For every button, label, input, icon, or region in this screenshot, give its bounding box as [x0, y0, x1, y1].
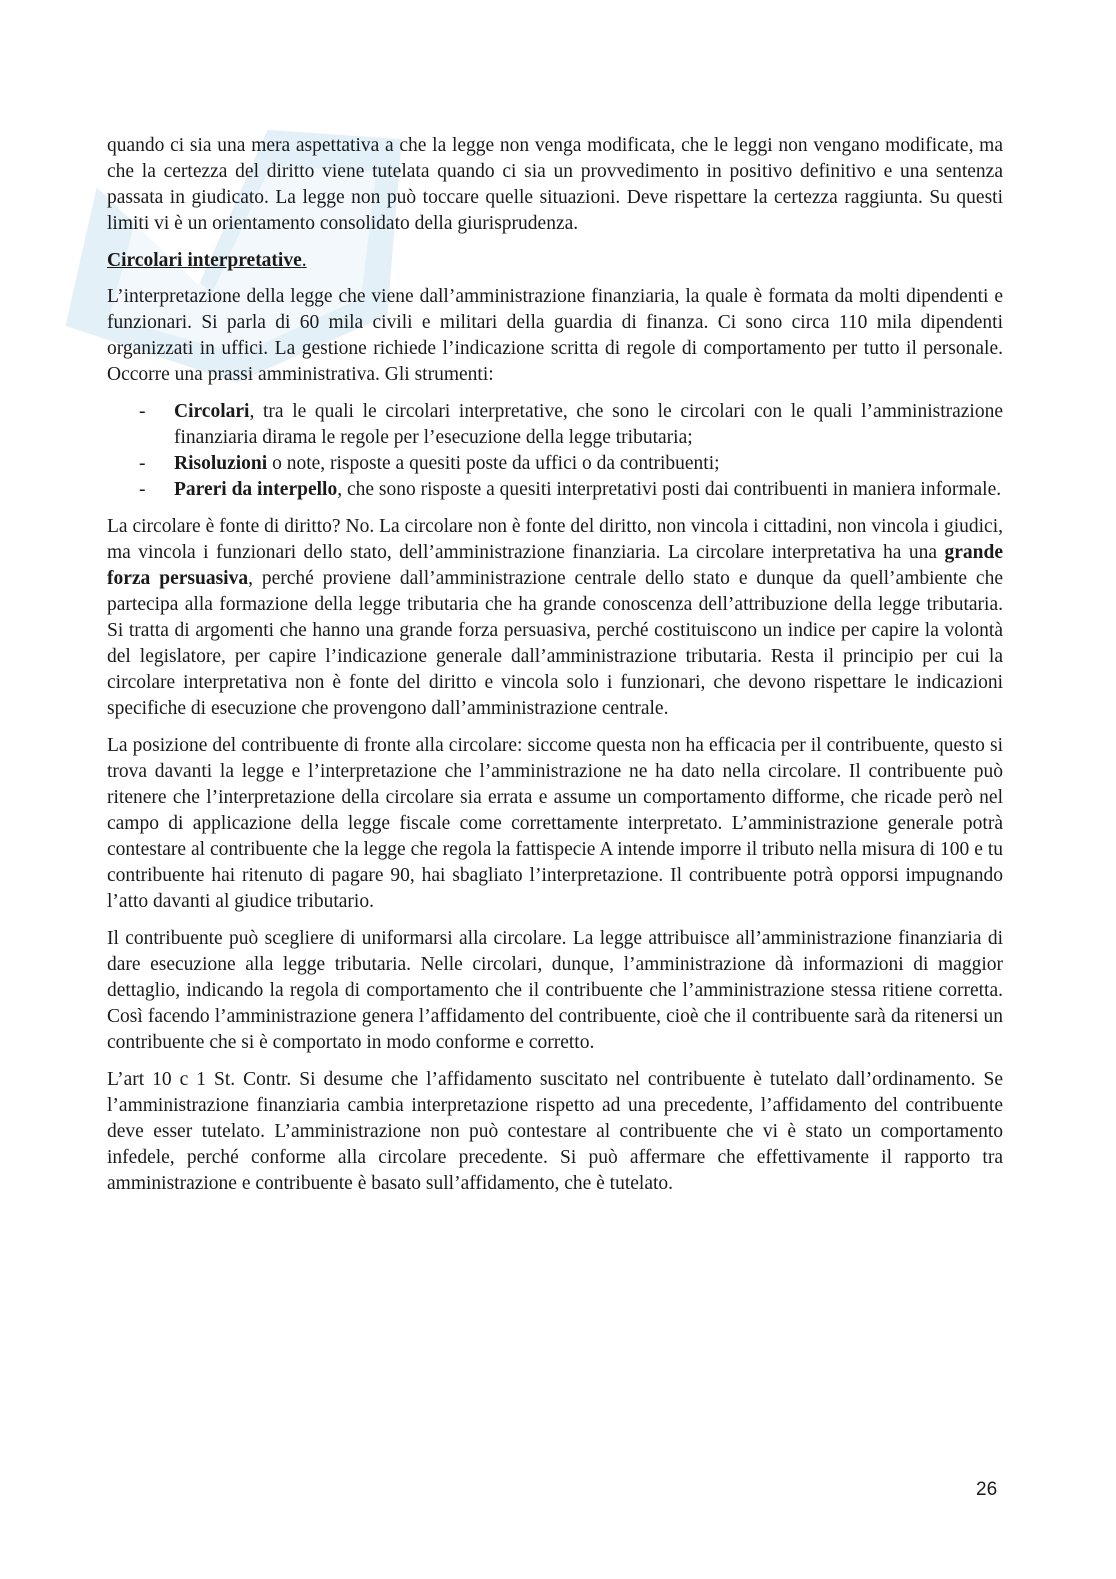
paragraph-interpretazione: L’interpretazione della legge che viene dall’amministrazione finanziaria, la quale è formata da molti dipendenti e funzionari. Si parla di 60 mila civili e militari della guardia di finanza. Ci sono circa 110 mila dipendenti organizzati in uffici. La gestione richiede l’indicazione scritta di regole di comportamento per tutto il personale. Occorre una prassi amministrativa. Gli strumenti:: [107, 286, 1003, 385]
section-heading-punct: .: [301, 250, 307, 271]
document-body: [107, 133, 1003, 1208]
page-number: 26: [976, 1479, 998, 1500]
list-text: , che sono risposte a quesiti interpretativi posti dai contribuenti in maniera informale.: [337, 479, 1002, 500]
list-item-risoluzioni: [107, 451, 1003, 477]
list-term: Circolari: [174, 401, 250, 422]
paragraph-aspettativa: quando ci sia una mera aspettativa a che la legge non venga modificata, che le leggi non vengano modificate, ma che la certezza del diritto viene tutelata quando ci sia un provvedimento in positivo definitivo e una sentenza passata in giudicato. La legge non può toccare quelle situazioni. Deve rispettare la certezza raggiunta. Su questi limiti vi è un orientamento consolidato della giurisprudenza.: [107, 135, 1003, 234]
paragraph-fonte-diritto: [107, 514, 1003, 722]
list-dash: -: [139, 479, 146, 500]
strumenti-list: [107, 399, 1003, 503]
paragraph-affidamento: L’art 10 c 1 St. Contr. Si desume che l’affidamento suscitato nel contribuente è tutelato dall’ordinamento. Se l’amministrazione finanziaria cambia interpretazione rispetto ad una precedente, l’affidamento del contribuente deve esser tutelato. L’amministrazione non può contestare al contribuente che vi è stato un comportamento infedele, perché conforme alla circolare precedente. Si può affermare che effettivamente il rapporto tra amministrazione e contribuente è basato sull’affidamento, che è tutelato.: [107, 1069, 1003, 1194]
list-item-pareri: [107, 477, 1003, 503]
list-dash: -: [139, 401, 146, 422]
paragraph-posizione-contribuente: La posizione del contribuente di fronte alla circolare: siccome questa non ha efficacia per il contribuente, questo si trova davanti la legge e l’interpretazione che l’amministrazione ne ha dato nella circolare. Il contribuente può ritenere che l’interpretazione della circolare sia errata e assume un comportamento difforme, che ricade però nel campo di applicazione della legge fiscale come correttamente interpretato. L’amministrazione generale potrà contestare al contribuente che la legge che regola la fattispecie A intende imporre il tributo nella misura di 100 e tu contribuente hai ritenuto di pagare 90, hai sbagliato l’interpretazione. Il contribuente potrà opporsi impugnando l’atto davanti al giudice tributario.: [107, 735, 1003, 912]
list-term: Pareri da interpello: [174, 479, 338, 500]
paragraph-uniformarsi: Il contribuente può scegliere di uniformarsi alla circolare. La legge attribuisce all’amministrazione finanziaria di dare esecuzione alla legge tributaria. Nelle circolari, dunque, l’amministrazione dà informazioni di maggior dettaglio, indicando la regola di comportamento che il contribuente che l’amministrazione stessa ritiene corretta. Così facendo l’amministrazione genera l’affidamento del contribuente, cioè che il contribuente sarà da ritenersi un contribuente che si è comportato in modo conforme e corretto.: [107, 928, 1003, 1053]
list-dash: -: [139, 453, 146, 474]
list-text: , tra le quali le circolari interpretative, che sono le circolari con le quali l’amministrazione finanziaria dirama le regole per l’esecuzione della legge tributaria;: [174, 401, 1003, 448]
paragraph-text: , perché proviene dall’amministrazione centrale dello stato e dunque da quell’ambiente che partecipa alla formazione della legge tributaria che ha grande conoscenza dell’attribuzione della legge tributaria. Si tratta di argomenti che hanno una grande forza persuasiva, perché costituiscono un indice per capire la volontà del legislatore, per capire l’indicazione generale dall’amministrazione tributaria. Resta il principio per cui la circolare interpretativa non è fonte del diritto e vincola solo i funzionari, che devono rispettare le indicazioni specifiche di esecuzione che provengono dall’amministrazione centrale.: [107, 568, 1003, 719]
section-heading: [107, 248, 1003, 274]
list-item-circolari: [107, 399, 1003, 451]
bold-phrase: grande forza persuasiva: [107, 542, 1003, 589]
section-heading-text: Circolari interpretative: [107, 250, 302, 271]
list-text: o note, risposte a quesiti poste da uffici o da contribuenti;: [267, 453, 720, 474]
paragraph-text: La circolare è fonte di diritto? No. La circolare non è fonte del diritto, non vincola i cittadini, non vincola i giudici, ma vincola i funzionari dello stato, dell’amministrazione finanziaria. La circolare interpretativa ha una: [107, 516, 1003, 563]
list-term: Risoluzioni: [174, 453, 268, 474]
